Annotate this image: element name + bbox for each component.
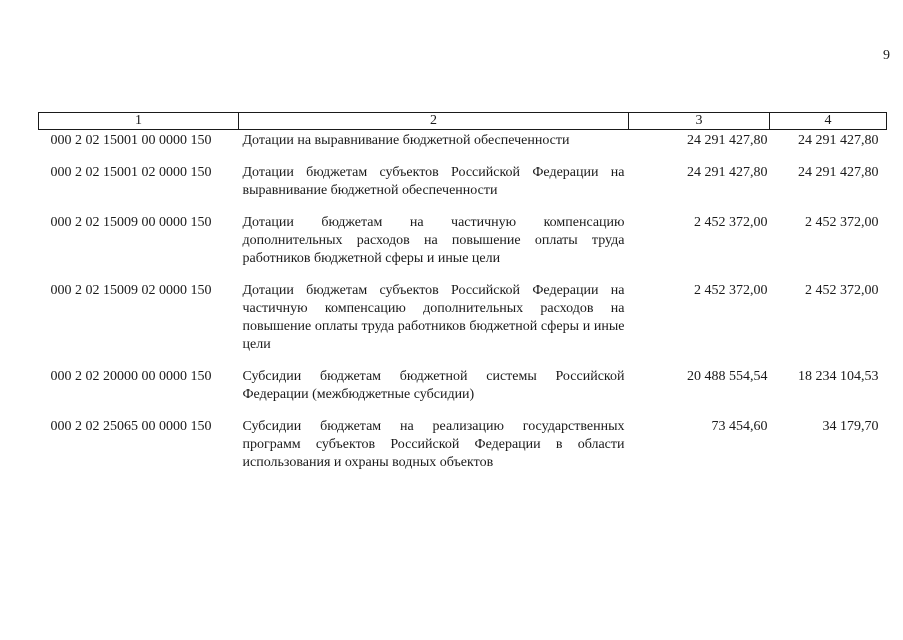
budget-code-cell: 000 2 02 20000 00 0000 150 [50,369,212,384]
revenue-name-cell: Дотации на выравнивание бюджетной обеспеченности [242,133,570,148]
amount-col3-cell: 24 291 427,80 [687,165,768,180]
budget-revenue-table [38,112,887,486]
revenue-name-cell: Дотации бюджетам субъектов Российской Федерации на выравнивание бюджетной обеспеченности [242,165,625,198]
table-row [39,164,887,214]
amount-col4-cell: 24 291 427,80 [798,165,879,180]
amount-col3-cell: 20 488 554,54 [687,369,768,384]
table-row [39,368,887,418]
revenue-name-cell: Субсидии бюджетам бюджетной системы Российской Федерации (межбюджетные субсидии) [242,369,625,402]
amount-col3-cell: 73 454,60 [711,419,768,434]
amount-col3-cell: 2 452 372,00 [694,215,768,230]
budget-code-cell: 000 2 02 15001 02 0000 150 [50,165,212,180]
amount-col4-cell: 34 179,70 [822,419,879,434]
table-header-row [39,113,887,130]
amount-col4-cell: 2 452 372,00 [805,215,879,230]
amount-col4-cell: 2 452 372,00 [805,283,879,298]
amount-col3-cell: 2 452 372,00 [694,283,768,298]
budget-code-cell: 000 2 02 25065 00 0000 150 [50,419,212,434]
revenue-name-cell: Дотации бюджетам на частичную компенсацию дополнительных расходов на повышение оплаты труда работников бюджетной сферы и иные цели [242,215,625,266]
table-row [39,130,887,165]
column-header-2: 2 [239,113,629,130]
table-row [39,282,887,368]
column-header-3: 3 [629,113,770,130]
revenue-name-cell: Дотации бюджетам субъектов Российской Федерации на частичную компенсацию дополнительных расходов на повышение оплаты труда работников бюджетной сферы и иные цели [242,283,625,352]
amount-col3-cell: 24 291 427,80 [687,133,768,148]
column-header-1: 1 [39,113,239,130]
budget-code-cell: 000 2 02 15009 02 0000 150 [50,283,212,298]
column-header-4: 4 [770,113,887,130]
budget-code-cell: 000 2 02 15009 00 0000 150 [50,215,212,230]
amount-col4-cell: 24 291 427,80 [798,133,879,148]
table-row [39,418,887,486]
table-row [39,214,887,282]
amount-col4-cell: 18 234 104,53 [798,369,879,384]
revenue-name-cell: Субсидии бюджетам на реализацию государственных программ субъектов Российской Федерации в области использования и охраны водных объектов [242,419,625,470]
budget-code-cell: 000 2 02 15001 00 0000 150 [50,133,212,148]
page-number: 9 [883,48,890,63]
